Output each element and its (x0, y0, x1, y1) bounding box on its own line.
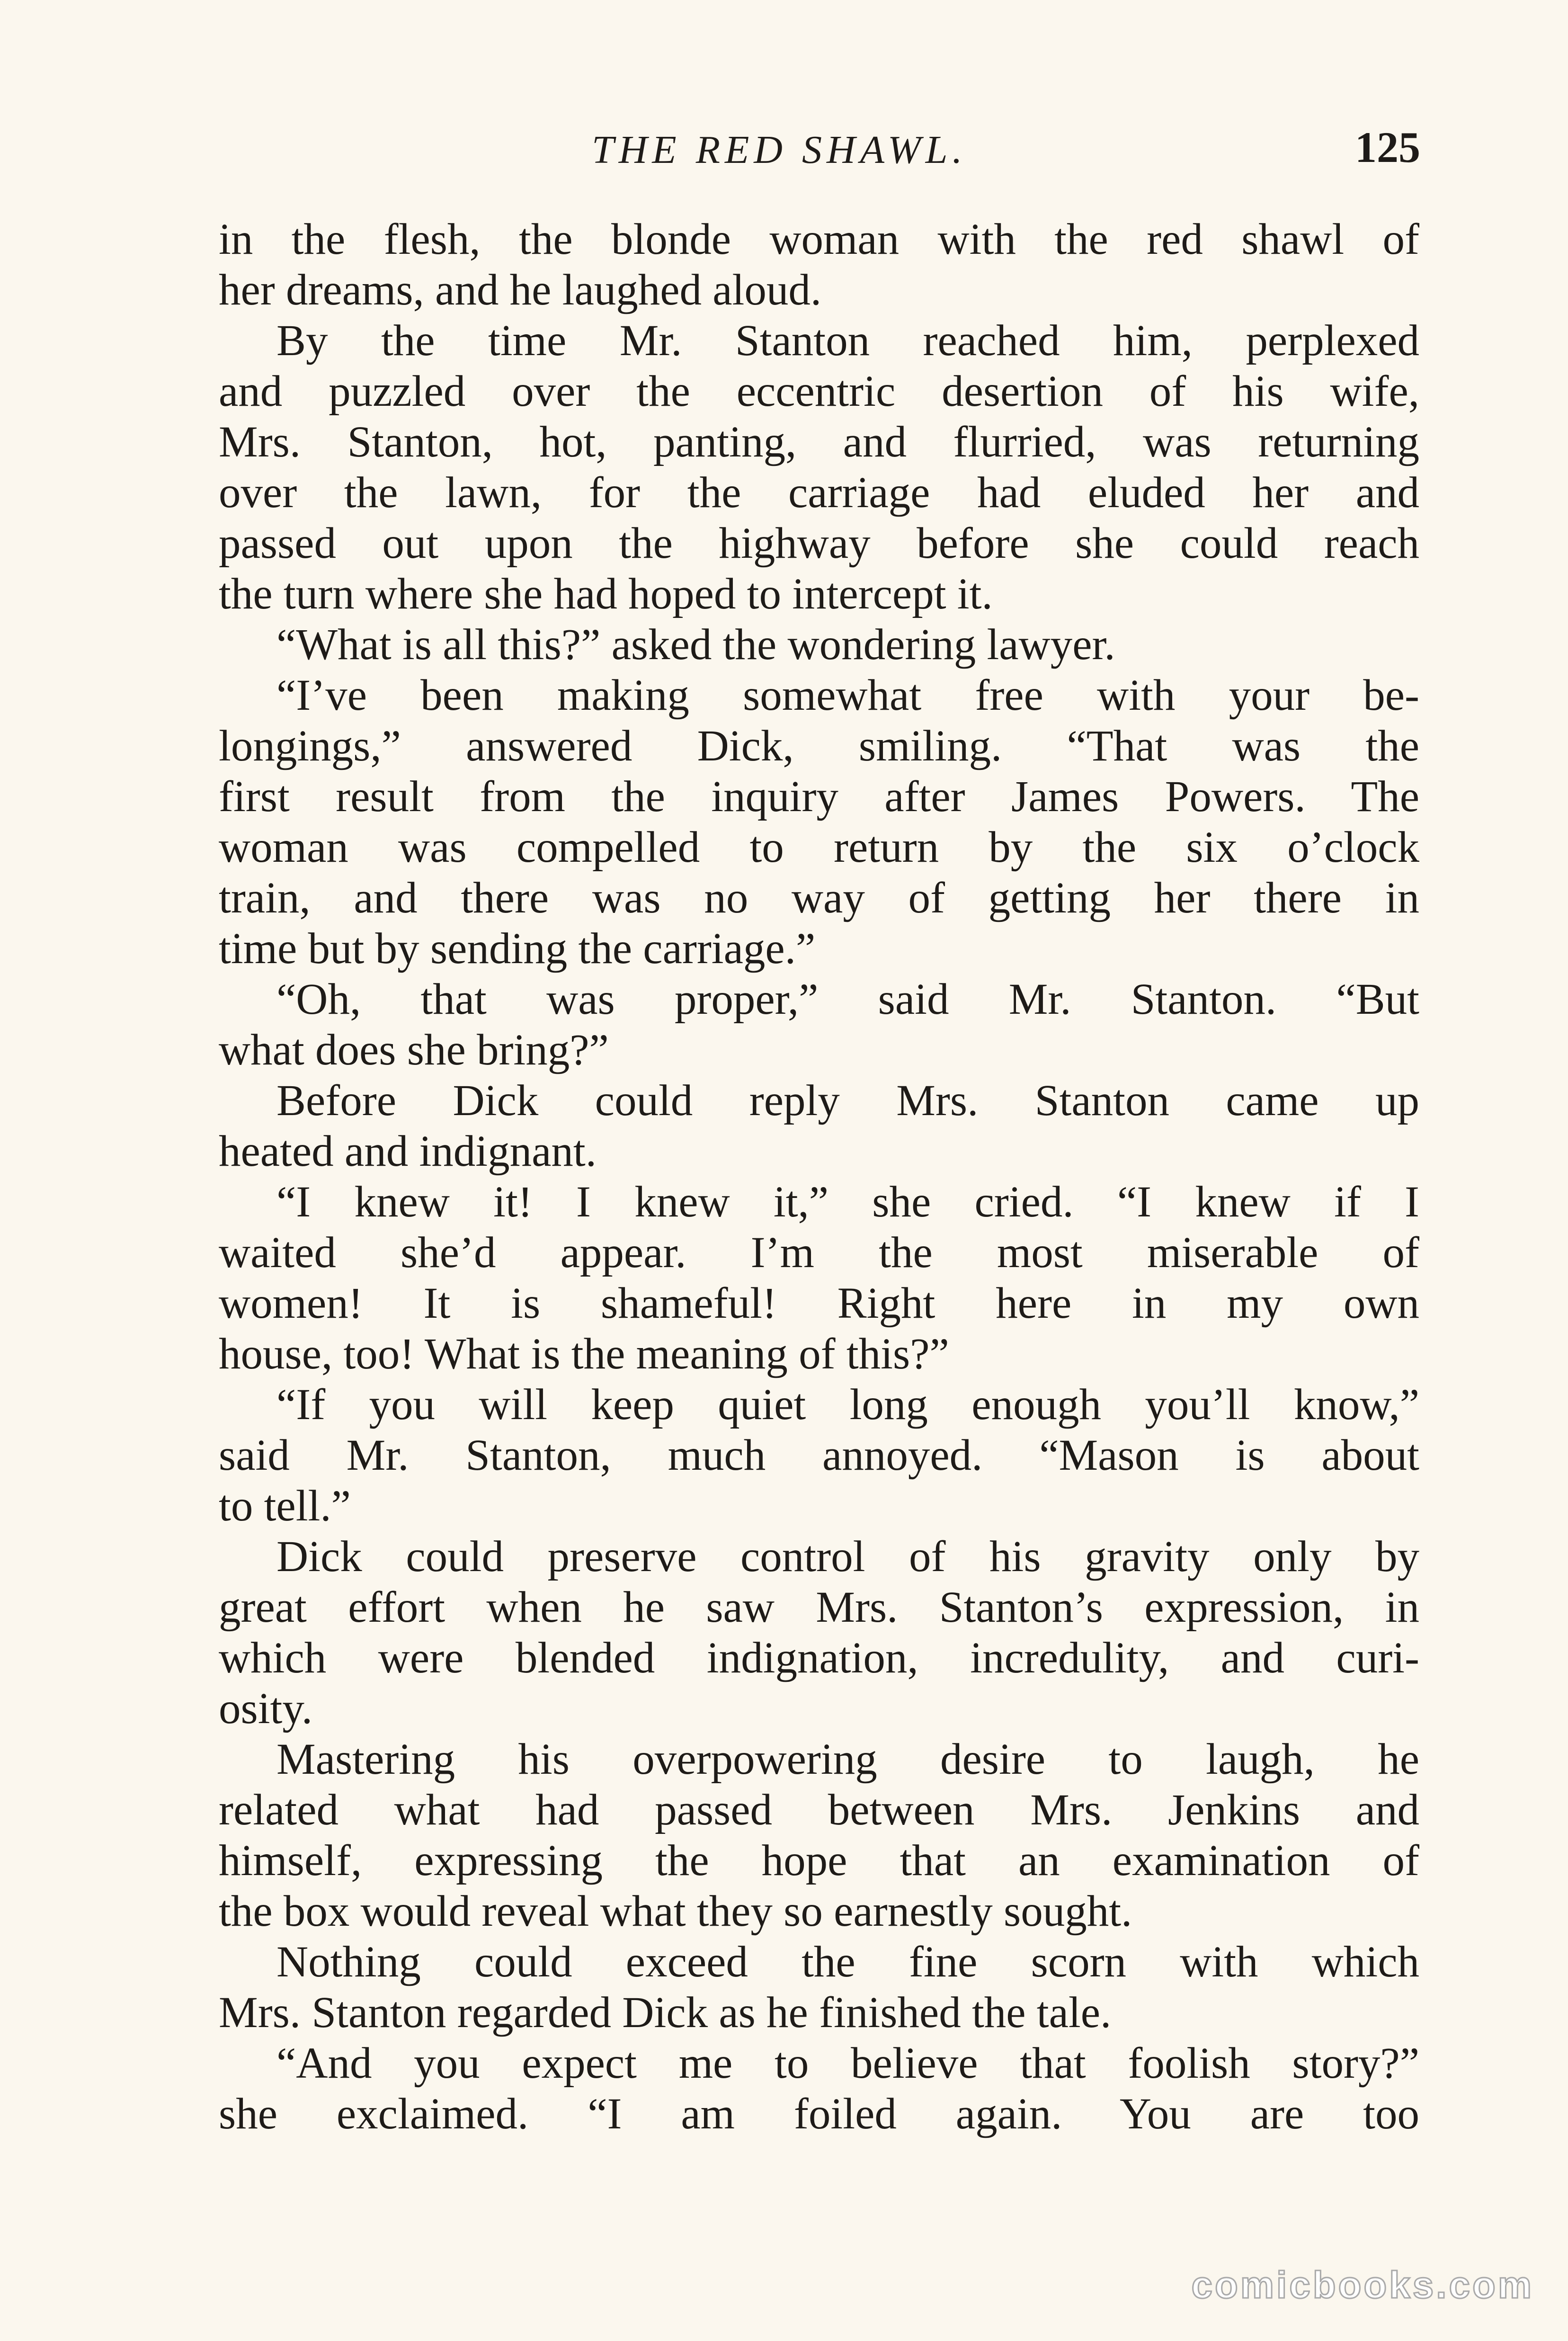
text-line: woman was compelled to return by the six o’clock (219, 823, 1419, 872)
text-line: first result from the inquiry after James Powers. The (219, 772, 1419, 821)
text-line: Nothing could exceed the fine scorn with which (276, 1938, 1419, 1986)
text-line: her dreams, and he laughed aloud. (219, 266, 822, 314)
text-line: longings,” answered Dick, smiling. “That was the (219, 722, 1419, 770)
running-head: THE RED SHAWL. (592, 128, 967, 172)
text-line: Dick could preserve control of his gravity only by (276, 1532, 1419, 1581)
text-line: “Oh, that was proper,” said Mr. Stanton. “But (276, 975, 1419, 1024)
text-line: Before Dick could reply Mrs. Stanton came up (276, 1076, 1419, 1125)
text-line: she exclaimed. “I am foiled again. You are too (219, 2090, 1419, 2138)
text-line: house, too! What is the meaning of this?” (219, 1330, 949, 1378)
text-line: Mrs. Stanton, hot, panting, and flurried, was returning (219, 418, 1419, 466)
text-line: waited she’d appear. I’m the most miserable of (219, 1228, 1419, 1277)
text-line: over the lawn, for the carriage had eluded her and (219, 468, 1419, 517)
text-line: heated and indignant. (219, 1127, 597, 1176)
text-line: “I knew it! I knew it,” she cried. “I knew if I (276, 1178, 1419, 1226)
text-line: in the flesh, the blonde woman with the red shawl of (219, 215, 1419, 264)
text-line: passed out upon the highway before she could reach (219, 519, 1419, 568)
text-line: “What is all this?” asked the wondering lawyer. (276, 620, 1115, 669)
text-line: said Mr. Stanton, much annoyed. “Mason is about (219, 1431, 1419, 1480)
text-line: train, and there was no way of getting her there in (219, 874, 1419, 922)
text-line: “I’ve been making somewhat free with your be- (276, 671, 1419, 720)
body-text (219, 214, 1419, 2139)
text-line: the turn where she had hoped to intercept it. (219, 570, 993, 618)
text-line: the box would reveal what they so earnestly sought. (219, 1887, 1132, 1936)
text-line: which were blended indignation, incredulity, and curi- (219, 1634, 1419, 1682)
text-line: By the time Mr. Stanton reached him, perplexed (276, 316, 1419, 365)
text-line: Mrs. Stanton regarded Dick as he finished the tale. (219, 1988, 1112, 2037)
text-line: time but by sending the carriage.” (219, 924, 816, 973)
watermark: comicbooks.com (1191, 2264, 1534, 2306)
page-number: 125 (1355, 123, 1420, 171)
text-line: great effort when he saw Mrs. Stanton’s expression, in (219, 1583, 1419, 1632)
page-header (218, 122, 1420, 184)
text-line: Mastering his overpowering desire to laugh, he (276, 1735, 1419, 1784)
text-line: himself, expressing the hope that an examination of (219, 1836, 1419, 1885)
text-line: and puzzled over the eccentric desertion of his wife, (219, 367, 1419, 416)
text-line: related what had passed between Mrs. Jenkins and (219, 1786, 1419, 1834)
text-line: “And you expect me to believe that foolish story?” (276, 2039, 1419, 2088)
text-line: what does she bring?” (219, 1026, 609, 1074)
text-line: women! It is shameful! Right here in my own (219, 1279, 1419, 1328)
text-line: osity. (219, 1684, 313, 1733)
text-line: “If you will keep quiet long enough you’ll know,” (276, 1380, 1419, 1429)
text-line: to tell.” (219, 1482, 351, 1530)
